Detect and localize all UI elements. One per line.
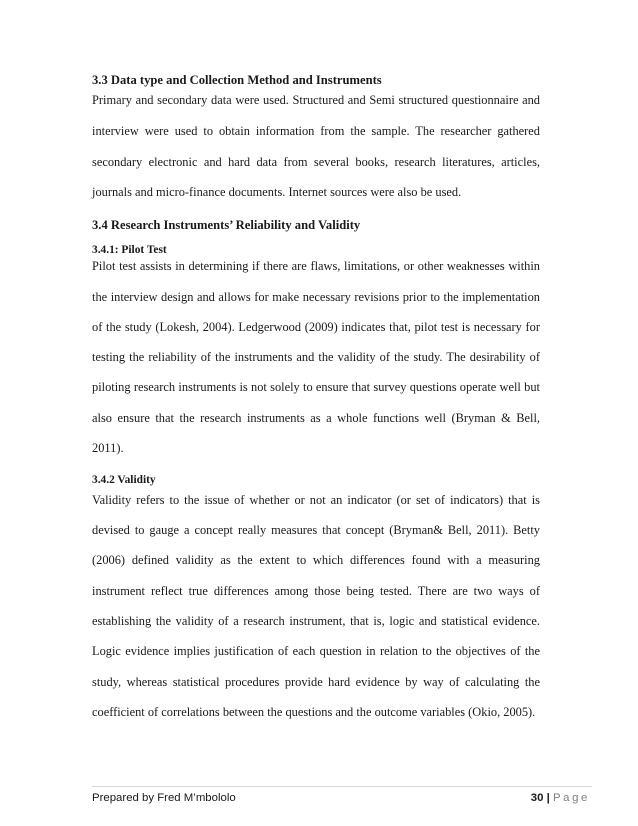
page-word: Page	[552, 792, 590, 804]
paragraph-line: interview were used to obtain information from the sample. The researcher gathered	[92, 124, 540, 138]
paragraph-line: secondary electronic and hard data from several books, research literatures, articles,	[92, 155, 540, 169]
page-number: 30	[530, 792, 544, 804]
section-3-3-heading: 3.3 Data type and Collection Method and Instruments	[92, 73, 382, 87]
paragraph-line: journals and micro-finance documents. Internet sources were also be used.	[92, 185, 462, 199]
paragraph-line: Logic evidence implies justification of each question in relation to the objectives of the	[92, 644, 540, 658]
paragraph-line: Validity refers to the issue of whether or not an indicator (or set of indicators) that is	[92, 493, 540, 507]
footer-divider	[92, 786, 592, 787]
paragraph-line: 2011).	[92, 441, 124, 455]
footer-author: Prepared by Fred M’mbololo	[92, 792, 236, 804]
paragraph-line: (2006) defined validity as the extent to which differences found with a measuring	[92, 553, 540, 567]
paragraph-line: devised to gauge a concept really measures that concept (Bryman& Bell, 2011). Betty	[92, 523, 540, 537]
paragraph-line: testing the reliability of the instruments and the validity of the study. The desirability of	[92, 350, 540, 364]
footer-page-label	[531, 791, 590, 805]
paragraph-line: study, whereas statistical procedures provide hard evidence by way of calculating the	[92, 675, 540, 689]
paragraph-line: also ensure that the research instruments as a whole functions well (Bryman & Bell,	[92, 411, 540, 425]
page-separator: |	[546, 792, 550, 804]
paragraph-line: Primary and secondary data were used. Structured and Semi structured questionnaire and	[92, 93, 540, 107]
paragraph-line: the interview design and allows for make necessary revisions prior to the implementation	[92, 290, 540, 304]
validity-heading: 3.4.2 Validity	[92, 474, 156, 486]
pilot-test-heading: 3.4.1: Pilot Test	[92, 244, 167, 256]
paragraph-line: piloting research instruments is not solely to ensure that survey questions operate well but	[92, 380, 540, 394]
paragraph-line: coefficient of correlations between the questions and the outcome variables (Okio, 2005).	[92, 705, 536, 719]
paragraph-line: establishing the validity of a research instrument, that is, logic and statistical evidence.	[92, 614, 540, 628]
paragraph-line: Pilot test assists in determining if there are flaws, limitations, or other weaknesses within	[92, 259, 540, 273]
paragraph-line: instrument reflect true differences among those being tested. There are two ways of	[92, 584, 540, 598]
paragraph-line: of the study (Lokesh, 2004). Ledgerwood (2009) indicates that, pilot test is necessary for	[92, 320, 540, 334]
section-3-4-heading: 3.4 Research Instruments’ Reliability and Validity	[92, 218, 361, 232]
